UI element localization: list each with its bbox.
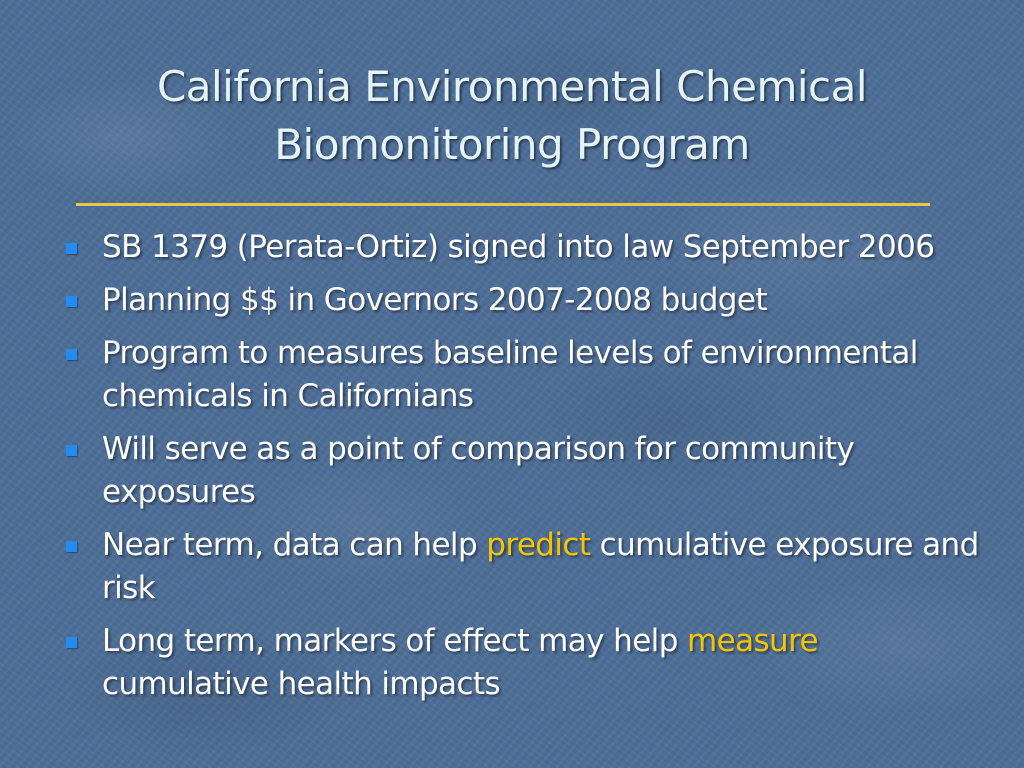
highlighted-word: predict xyxy=(486,527,591,563)
bullet-item xyxy=(62,524,982,610)
bullet-text-before: Near term, data can help xyxy=(102,527,487,563)
title-divider xyxy=(76,203,930,206)
square-bullet-icon xyxy=(66,243,77,254)
bullet-text: Program to measures baseline levels of environmental chemicals in Californians xyxy=(102,335,918,414)
bullet-item xyxy=(62,279,982,322)
bullet-item xyxy=(62,620,982,706)
square-bullet-icon xyxy=(66,349,77,360)
bullet-item xyxy=(62,226,982,269)
bullet-item xyxy=(62,428,982,514)
bullet-text: Planning $$ in Governors 2007-2008 budget xyxy=(102,282,767,318)
square-bullet-icon xyxy=(66,445,77,456)
slide-title-line-1: California Environmental Chemical xyxy=(156,62,868,111)
bullet-text: Will serve as a point of comparison for community exposures xyxy=(102,431,855,510)
bullet-item xyxy=(62,332,982,418)
bullet-text-before: Long term, markers of effect may help xyxy=(102,623,688,659)
highlighted-word: measure xyxy=(687,623,819,659)
bullet-text-after: cumulative health impacts xyxy=(102,666,501,702)
bullet-text: SB 1379 (Perata-Ortiz) signed into law September 2006 xyxy=(102,229,935,265)
slide-title-line-2: Biomonitoring Program xyxy=(274,120,750,169)
square-bullet-icon xyxy=(66,541,77,552)
square-bullet-icon xyxy=(66,296,77,307)
bullet-text-after: cumulative exposure and risk xyxy=(102,527,979,606)
bullet-list xyxy=(62,226,982,716)
slide-title xyxy=(40,58,984,174)
square-bullet-icon xyxy=(66,637,77,648)
